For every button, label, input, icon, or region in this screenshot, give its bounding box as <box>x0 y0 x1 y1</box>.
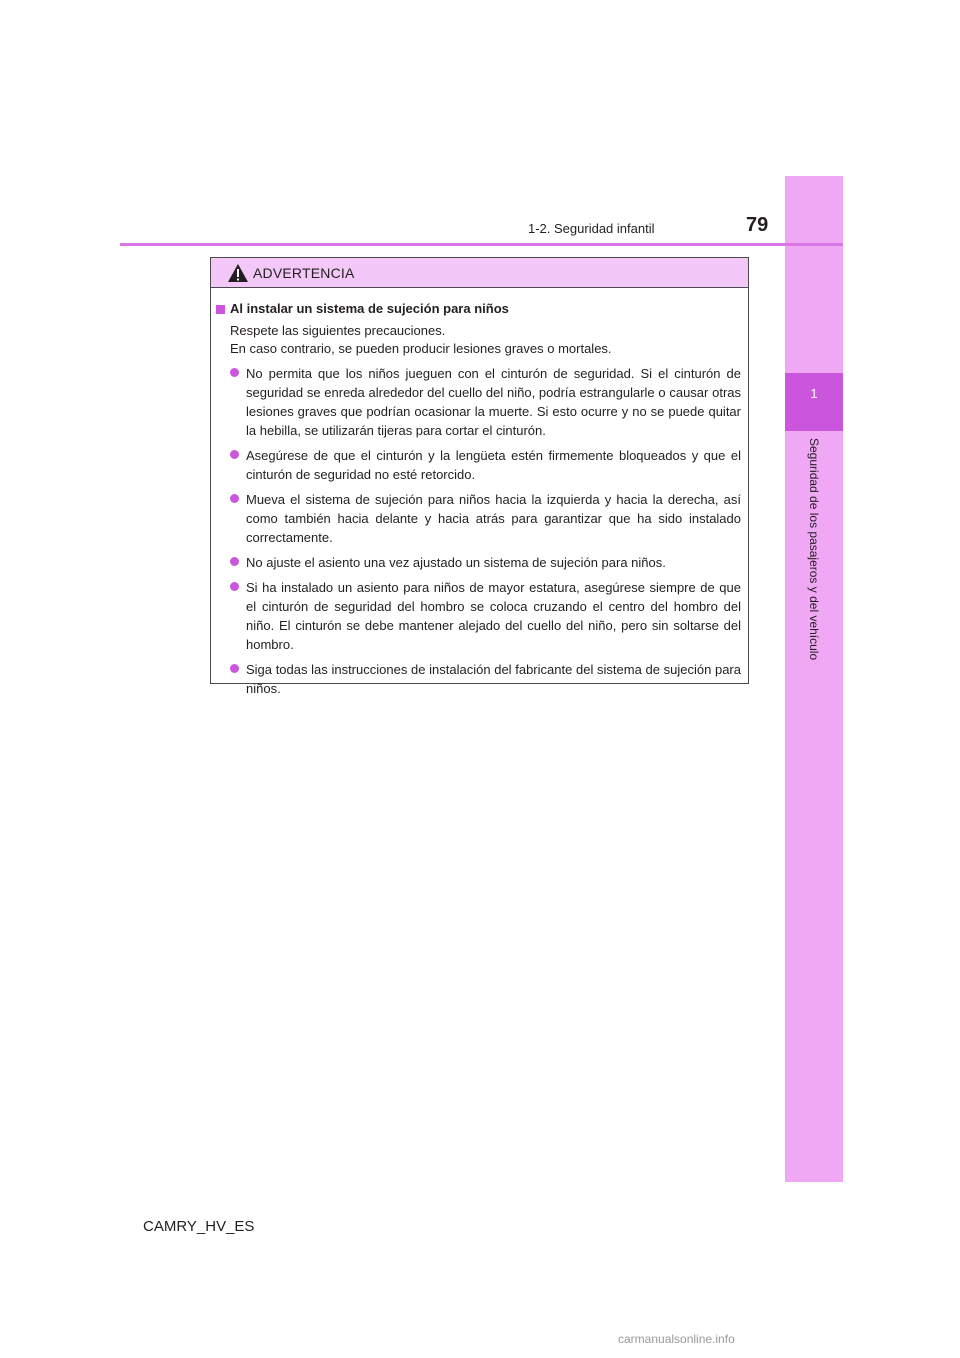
precaution-item <box>230 660 741 698</box>
chapter-number: 1 <box>810 386 818 401</box>
circle-bullet-icon <box>230 450 239 459</box>
header-rule <box>120 243 843 246</box>
circle-bullet-icon <box>230 664 239 673</box>
warning-heading <box>216 300 741 318</box>
precaution-text: Asegúrese de que el cinturón y la lengüeta estén firmemente bloqueados y que el cinturón de seguridad no esté retorcido. <box>246 448 741 482</box>
circle-bullet-icon <box>230 368 239 377</box>
precaution-text: Siga todas las instrucciones de instalación del fabricante del sistema de sujeción para niños. <box>246 662 741 696</box>
warning-heading-text: Al instalar un sistema de sujeción para niños <box>230 301 509 316</box>
precaution-text: Mueva el sistema de sujeción para niños hacia la izquierda y hacia la derecha, así como también hacia delante y hacia atrás para garantizar que ha sido instalado correctamente. <box>246 492 741 545</box>
section-title: 1-2. Seguridad infantil <box>528 221 655 236</box>
precaution-item <box>230 553 741 572</box>
precaution-text: No ajuste el asiento una vez ajustado un sistema de sujeción para niños. <box>246 555 666 570</box>
intro-line: En caso contrario, se pueden producir lesiones graves o mortales. <box>230 341 612 356</box>
warning-body <box>211 288 748 698</box>
document-code: CAMRY_HV_ES <box>143 1218 255 1235</box>
precaution-item <box>230 490 741 547</box>
circle-bullet-icon <box>230 582 239 591</box>
warning-header <box>211 258 748 288</box>
precaution-item <box>230 364 741 440</box>
chapter-number-block <box>785 373 843 431</box>
circle-bullet-icon <box>230 557 239 566</box>
circle-bullet-icon <box>230 494 239 503</box>
warning-triangle-icon <box>227 263 249 283</box>
square-bullet-icon <box>216 305 225 314</box>
precaution-item <box>230 578 741 654</box>
precaution-text: No permita que los niños jueguen con el cinturón de seguridad. Si el cinturón de seguridad se enreda alrededor del cuello del niño, podría estrangularle o causar otras lesiones graves que podrían ocasionar la muerte. Si esto ocurre y no se puede quitar la hebilla, se utilizarán tijeras para cortar el cinturón. <box>246 366 741 438</box>
precaution-list <box>216 364 741 698</box>
page-number: 79 <box>746 214 769 236</box>
watermark: carmanualsonline.info <box>618 1332 735 1346</box>
warning-intro <box>230 322 741 358</box>
chapter-title: Seguridad de los pasajeros y del vehículo <box>807 438 821 661</box>
intro-line: Respete las siguientes precauciones. <box>230 323 446 338</box>
warning-box <box>210 257 749 696</box>
warning-title: ADVERTENCIA <box>253 264 355 281</box>
precaution-text: Si ha instalado un asiento para niños de mayor estatura, asegúrese siempre de que el cinturón de seguridad del hombro se coloca cruzando el centro del hombro del niño. El cinturón se debe mantener alejado del cuello del niño, pero sin soltarse del hombro. <box>246 580 741 652</box>
precaution-item <box>230 446 741 484</box>
